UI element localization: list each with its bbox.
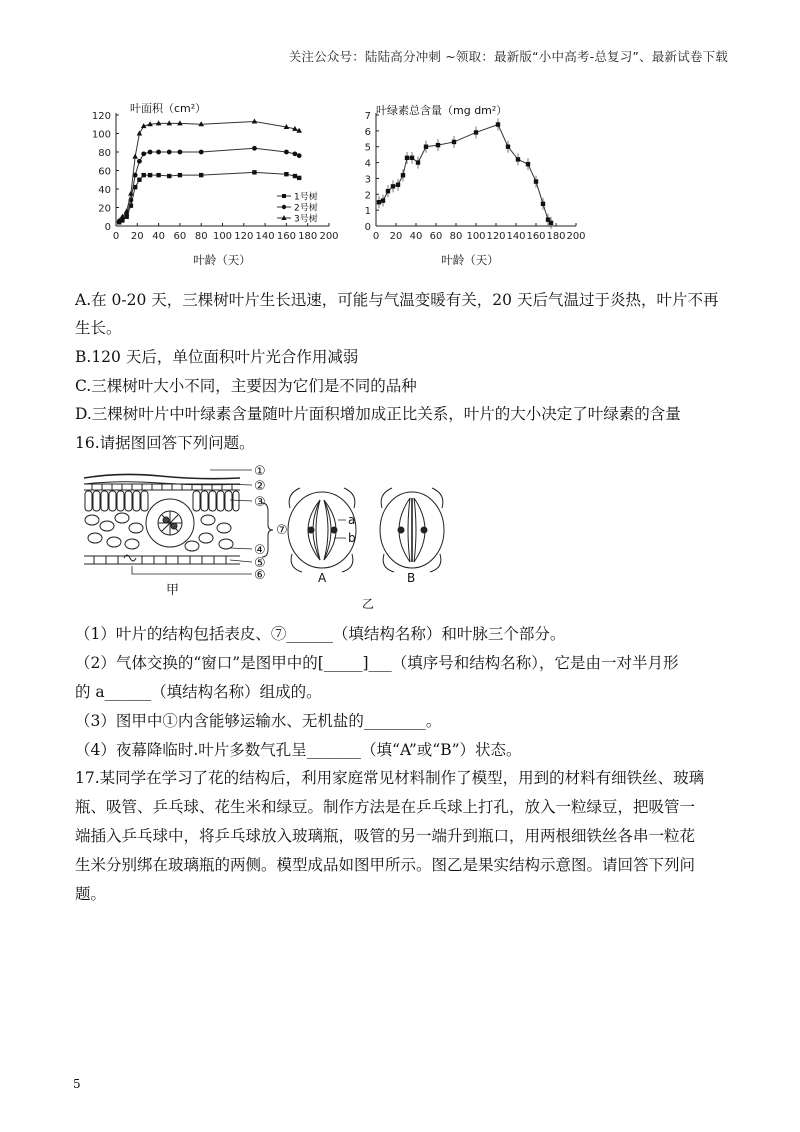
x-tick-label: 180	[298, 231, 318, 242]
y-tick-label: 120	[91, 111, 111, 122]
x-tick-label: 40	[152, 231, 165, 242]
data-point	[496, 122, 500, 126]
question-17-line4: 生米分别绑在玻璃瓶的两侧。模型成品如图甲所示。图乙是果实结构示意图。请回答下列问	[75, 856, 696, 874]
data-point	[401, 173, 405, 177]
series-line	[119, 148, 299, 221]
data-point	[381, 198, 385, 202]
question-16-4: （4）夜幕降临时.叶片多数气孔呈_______（填“A”或“B”）状态。	[75, 741, 522, 759]
x-tick-label: 100	[212, 231, 233, 242]
data-point	[534, 179, 538, 183]
chlorophyll-chart	[350, 100, 630, 275]
y-tick-label: 1	[364, 206, 371, 218]
x-tick-label: 180	[546, 231, 566, 242]
y-tick-label: 100	[91, 129, 111, 141]
x-tick-label: 140	[506, 231, 526, 242]
option-a-line2: 生长。	[75, 319, 122, 337]
data-point	[137, 178, 141, 182]
leaf-area-chart	[72, 100, 342, 275]
data-point	[293, 151, 298, 156]
y-tick-label: 0	[364, 222, 371, 233]
data-point	[541, 202, 545, 206]
y-tick-label: 7	[364, 111, 371, 122]
label-yi: 乙	[362, 597, 375, 611]
data-point	[526, 162, 530, 166]
question-17-line3: 端插入乒乓球中，将乒乓球放入玻璃瓶，吸管的另一端升到瓶口，用两根细铁丝各串一粒花	[75, 827, 696, 845]
leaf-structure-diagram	[80, 458, 460, 616]
y-tick-label: 80	[98, 148, 111, 159]
page-header: 关注公众号：陆陆高分冲刺 ~领取：最新版“小中高考-总复习”、最新试卷下载	[288, 49, 728, 64]
x-tick-label: 40	[409, 231, 423, 242]
legend-marker	[282, 194, 286, 198]
data-point	[416, 160, 420, 164]
data-point	[166, 120, 172, 125]
label-5: ⑤	[254, 556, 266, 571]
option-d: D.三棵树叶片中叶绿素含量随叶片面积增加成正比关系，叶片的大小决定了叶绿素的含量	[75, 405, 681, 423]
label-a: a	[348, 513, 356, 527]
data-point	[148, 173, 152, 177]
data-point	[167, 150, 172, 155]
page-number: 5	[73, 1077, 81, 1091]
data-point	[410, 156, 414, 160]
chart-title: 叶面积（cm²）	[130, 102, 207, 115]
data-point	[167, 174, 171, 178]
charts-area	[72, 100, 732, 275]
x-axis-label: 叶龄（天）	[193, 253, 251, 267]
x-tick-label: 20	[389, 231, 403, 242]
data-point	[284, 150, 289, 155]
y-tick-label: 2	[364, 190, 371, 202]
option-b: B.120 天后，单位面积叶片光合作用减弱	[75, 348, 359, 366]
data-point	[284, 172, 288, 176]
y-tick-label: 60	[98, 166, 111, 178]
question-16-2a: （2）气体交换的“窗口”是图甲中的[_____]___（填序号和结构名称），它是由一对半月形	[75, 654, 679, 672]
data-point	[474, 130, 478, 134]
data-point	[156, 120, 162, 125]
legend-marker	[282, 205, 286, 209]
question-16: 16.请据图回答下列问题。	[75, 434, 255, 452]
data-point	[252, 118, 258, 123]
data-point	[156, 150, 161, 155]
option-a-line1: A.在 0-20 天，三棵树叶片生长迅速，可能与气温变暖有关，20 天后气温过于炎热，叶片不再	[75, 291, 719, 309]
data-point	[452, 140, 456, 144]
chart-title: 叶绿素总含量（mg dm²）	[376, 104, 508, 117]
data-point	[178, 173, 182, 177]
data-point	[141, 151, 146, 156]
option-c: C.三棵树叶大小不同，主要因为它们是不同的品种	[75, 377, 417, 395]
y-tick-label: 20	[98, 203, 111, 215]
x-tick-label: 20	[130, 231, 144, 242]
y-tick-label: 6	[364, 126, 371, 138]
x-tick-label: 120	[486, 231, 506, 242]
data-point	[391, 184, 395, 188]
x-tick-label: 200	[319, 231, 339, 242]
label-4: ④	[254, 543, 266, 558]
label-jia: 甲	[166, 583, 180, 598]
data-point	[436, 143, 440, 147]
data-point	[549, 221, 553, 225]
label-6: ⑥	[254, 568, 266, 583]
data-point	[506, 145, 510, 149]
x-tick-label: 100	[466, 231, 486, 242]
question-16-3: （3）图甲中①内含能够运输水、无机盐的________。	[75, 712, 442, 730]
label-2: ②	[254, 479, 266, 494]
question-17-line2: 瓶、吸管、乒乓球、花生米和绿豆。制作方法是在乒乓球上打孔，放入一粒绿豆，把吸管一	[75, 798, 696, 816]
x-tick-label: 0	[372, 231, 380, 242]
data-point	[252, 146, 257, 151]
stoma-b	[380, 488, 444, 572]
x-tick-label: 140	[255, 231, 275, 242]
x-tick-label: 60	[429, 231, 443, 242]
data-point	[178, 150, 183, 155]
vein	[146, 499, 194, 547]
x-tick-label: 80	[449, 231, 463, 242]
data-point	[396, 183, 400, 187]
palisade-cells	[85, 491, 239, 511]
data-point	[405, 156, 409, 160]
data-point	[386, 189, 390, 193]
x-tick-label: 160	[276, 231, 296, 242]
legend-label: 2号树	[294, 203, 318, 214]
legend-label: 1号树	[294, 192, 318, 203]
question-16-1: （1）叶片的结构包括表皮、⑦______（填结构名称）和叶脉三个部分。	[75, 625, 566, 643]
data-point	[424, 145, 428, 149]
question-17-line5: 题。	[75, 885, 107, 903]
x-tick-label: 60	[173, 231, 187, 242]
data-point	[148, 150, 153, 155]
data-point	[516, 157, 520, 161]
lower-epidermis	[84, 555, 240, 564]
y-tick-label: 4	[364, 158, 371, 170]
label-A: A	[318, 571, 327, 585]
x-tick-label: 200	[566, 231, 586, 242]
x-tick-label: 160	[526, 231, 546, 242]
x-axis-label: 叶龄（天）	[441, 253, 499, 267]
label-b: b	[348, 531, 356, 545]
label-B: B	[407, 571, 416, 585]
data-point	[297, 153, 302, 158]
data-point	[297, 176, 301, 180]
leaf-cross-section	[84, 470, 273, 574]
data-point	[199, 173, 203, 177]
data-point	[177, 120, 183, 125]
label-7: ⑦	[276, 523, 288, 538]
y-tick-label: 0	[104, 222, 111, 233]
stoma-a	[288, 488, 356, 572]
label-3: ③	[254, 495, 266, 510]
data-point	[141, 173, 145, 177]
data-point	[132, 154, 138, 159]
y-tick-label: 5	[364, 142, 371, 154]
data-point	[377, 200, 381, 204]
x-tick-label: 120	[234, 231, 254, 242]
data-point	[137, 131, 143, 136]
label-1: ①	[254, 464, 266, 479]
x-tick-label: 80	[194, 231, 208, 242]
y-tick-label: 40	[98, 185, 111, 196]
data-point	[252, 170, 256, 174]
question-17-line1: 17.某同学在学习了花的结构后，利用家庭常见材料制作了模型，用到的材料有细铁丝、玻璃	[75, 769, 705, 787]
series-line	[119, 121, 299, 220]
data-point	[137, 159, 142, 164]
x-tick-label: 0	[112, 231, 120, 242]
data-point	[199, 150, 204, 155]
data-point	[156, 173, 160, 177]
series-line	[119, 172, 299, 222]
y-tick-label: 3	[364, 174, 371, 186]
question-16-2b: 的 a______（填结构名称）组成的。	[75, 683, 322, 701]
data-point	[293, 174, 297, 178]
legend-label: 3号树	[294, 214, 318, 225]
